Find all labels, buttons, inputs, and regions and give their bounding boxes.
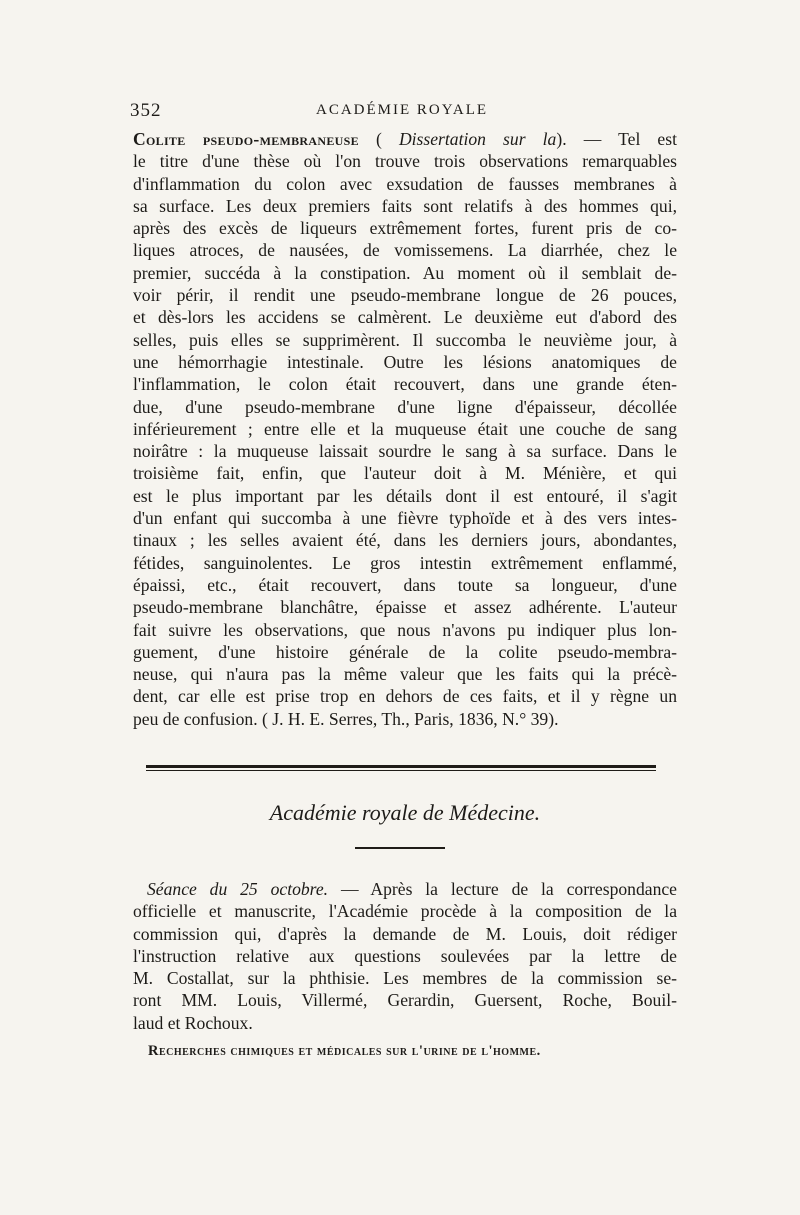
divider-thin-rule [146,770,656,771]
text-line: M. Costallat, sur la phthisie. Les membres de la commission se- [133,968,677,989]
running-head [130,100,690,124]
text-line: guement, d'une histoire générale de la colite pseudo-membra- [133,641,677,662]
next-article-heading: Recherches chimiques et médicales sur l'urine de l'homme. [148,1043,541,1059]
text-line: ront MM. Louis, Villermé, Gerardin, Guersent, Roche, Bouil- [133,990,677,1011]
section-divider [146,765,656,771]
text-line: commission qui, d'après la demande de M. Louis, doit rédiger [133,923,677,944]
text-line: fait suivre les observations, que nous n'avons pu indiquer plus lon- [133,619,677,640]
text-line: voir périr, il rendit une pseudo-membrane longue de 26 pouces, [133,285,677,306]
text-line: l'inflammation, le colon était recouvert, dans une grande éten- [133,374,677,395]
text-line: une hémorrhagie intestinale. Outre les lésions anatomiques de [133,351,677,372]
article-subtitle: Dissertation sur la [398,129,557,149]
text-line: premier, succéda à la constipation. Au moment où il semblait de- [133,262,677,283]
text-line: et dès-lors les accidens se calmèrent. Le deuxième eut d'abord des [133,307,677,328]
text-line: épaissi, etc., était recouvert, dans toute sa longueur, d'une [133,574,677,595]
text-line: troisième fait, enfin, que l'auteur doit à M. Ménière, et qui [133,463,677,484]
section-heading: Académie royale de Médecine. [269,800,541,825]
text-line: noirâtre : la muqueuse laissait sourdre le sang à sa surface. Dans le [133,441,677,462]
seance-report [133,878,677,1034]
seance-first-line [133,878,677,900]
text-line: est le plus important par les détails dont il est entouré, il s'agit [133,485,677,506]
text-line: inférieurement ; entre elle et la muqueuse était une couche de sang [133,418,677,439]
heading-short-rule [355,847,445,849]
text-line: due, d'une pseudo-membrane d'une ligne d'épaisseur, décollée [133,396,677,417]
colite-article [133,128,677,730]
text-line: laud et Rochoux. [133,1012,253,1033]
text-line: d'un enfant qui succomba à une fièvre typhoïde et à des vers intes- [133,508,677,529]
text-line: dent, car elle est prise trop en dehors de ces faits, et il y règne un [133,686,677,707]
seance-first-line-rest: — Après la lecture de la correspondance [328,879,677,899]
article-body [133,150,677,730]
text-line: officielle et manuscrite, l'Académie procède à la composition de la [133,901,677,922]
article-title: Colite pseudo-membraneuse [133,129,359,149]
text-line: après des excès de liqueurs extrêmement fortes, furent pris de co- [133,218,677,239]
text-line: liques atroces, de nausées, de vomissemens. La diarrhée, chez le [133,240,677,261]
article-paren: ( [358,129,399,149]
seance-body [133,900,677,1034]
text-line: le titre d'une thèse où l'on trouve trois observations remarquables [133,151,677,172]
text-line: selles, puis elles se supprimèrent. Il succomba le neuvième jour, à [133,329,677,350]
running-head-title: ACADÉMIE ROYALE [316,102,489,118]
text-line: d'inflammation du colon avec exsudation de fausses membranes à [133,173,677,194]
text-line: fétides, sanguinolentes. Le gros intestin extrêmement enflammé, [133,552,677,573]
text-line: tinaux ; les selles avaient été, dans les derniers jours, abondantes, [133,530,677,551]
text-line: peu de confusion. ( J. H. E. Serres, Th., Paris, 1836, N.° 39). [133,708,559,729]
text-line: neuse, qui n'aura pas la même valeur que les faits qui la précè- [133,664,677,685]
text-line: l'instruction relative aux questions soulevées par la lettre de [133,945,677,966]
page-number: 352 [130,100,162,121]
text-line: sa surface. Les deux premiers faits sont relatifs à des hommes qui, [133,195,677,216]
text-line: pseudo-membrane blanchâtre, épaisse et assez adhérente. L'auteur [133,597,677,618]
divider-thick-rule [146,765,656,768]
seance-date: Séance du 25 octobre. [147,879,329,899]
article-first-line [133,128,677,150]
article-first-line-rest: ). — Tel est [556,129,677,149]
